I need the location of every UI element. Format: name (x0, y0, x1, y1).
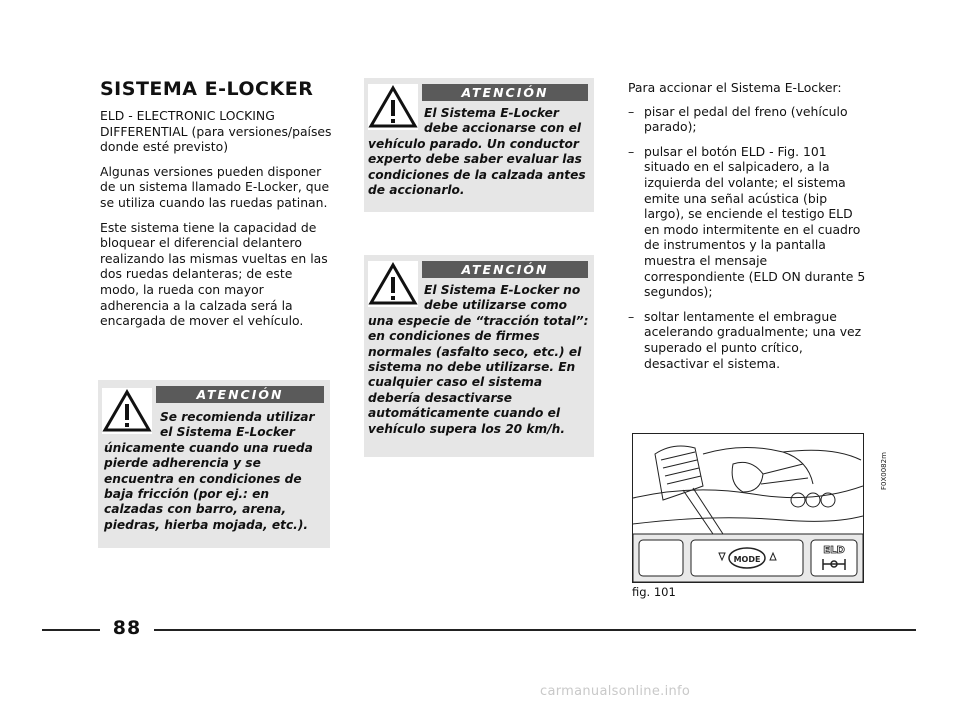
list-item (628, 104, 868, 135)
section-title: SISTEMA E-LOCKER (100, 78, 314, 100)
footer-rule-right (154, 629, 916, 631)
list-dash: – (628, 143, 635, 159)
left-column (100, 78, 332, 338)
warning-text-body: vehículo parado. Un conductor experto debe saber evaluar las condiciones de la calzada antes de accionarlo. (368, 136, 586, 198)
dashboard-illustration (632, 433, 864, 583)
steps-intro: Para accionar el Sistema E-Locker: (628, 80, 842, 95)
page-number: 88 (112, 617, 142, 639)
warning-box-3 (364, 255, 594, 457)
warning-text-lead: Se recomienda utilizar el Sistema E-Locker (160, 410, 315, 440)
right-column (628, 80, 868, 380)
warning-text-body: una especie de “tracción total”: en condiciones de firmes normales (asfalto seco, etc.) el sistema no debe utilizarse. En cualquier caso el sistema debería desactivarse automáticamente cuando el vehículo supera los 20 km/h. (368, 313, 589, 436)
warning-heading: ATENCIÓN (156, 386, 324, 403)
step-text: pisar el pedal del freno (vehículo parado); (644, 103, 848, 135)
list-dash: – (628, 308, 635, 324)
eld-definition: ELD - ELECTRONIC LOCKING DIFFERENTIAL (para versiones/países donde esté previsto) (100, 108, 332, 155)
warning-box-2 (364, 78, 594, 212)
eld-button-label: ELD (823, 545, 845, 556)
warning-text-lead: El Sistema E-Locker no debe utilizarse como (424, 283, 581, 313)
mode-button-label: MODE (733, 555, 761, 564)
watermark: carmanualsonline.info (540, 684, 691, 699)
function-paragraph: Este sistema tiene la capacidad de bloquear el diferencial delantero realizando las mismas vueltas en las dos ruedas delanteras; de este modo, la rueda con mayor adherencia a la calzada será la encargada de mover el vehículo. (100, 219, 328, 329)
list-dash: – (628, 103, 635, 119)
list-item (628, 144, 868, 300)
figure-caption: fig. 101 (632, 585, 676, 599)
dashboard-drawing (633, 434, 863, 582)
list-item (628, 309, 868, 371)
step-text: soltar lentamente el embrague acelerando gradualmente; una vez superado el punto crítico, desactivar el sistema. (644, 308, 862, 371)
warning-box-1 (98, 380, 330, 548)
footer-rule-left (42, 629, 100, 631)
figure-code (877, 440, 889, 490)
step-text: pulsar el botón ELD - Fig. 101 situado en el salpicadero, a la izquierda del volante; el sistema emite una señal acústica (bip largo), se enciende el testigo ELD en modo intermitente en el cuadro de instrumentos y la pantalla muestra el mensaje correspondiente (ELD ON durante 5 segundos); (644, 143, 866, 300)
warning-text-body: únicamente cuando una rueda pierde adherencia y se encuentra en condiciones de baja fricción (por ej.: en calzadas con barro, arena, piedras, hierba mojada, etc.). (104, 440, 313, 532)
warning-heading: ATENCIÓN (422, 261, 588, 278)
intro-paragraph: Algunas versiones pueden disponer de un sistema llamado E-Locker, que se utiliza cuando las ruedas patinan. (100, 163, 330, 210)
figure-code-text: F0X0082m (880, 452, 888, 490)
warning-heading: ATENCIÓN (422, 84, 588, 101)
warning-text-lead: El Sistema E-Locker debe accionarse con el (424, 106, 582, 136)
